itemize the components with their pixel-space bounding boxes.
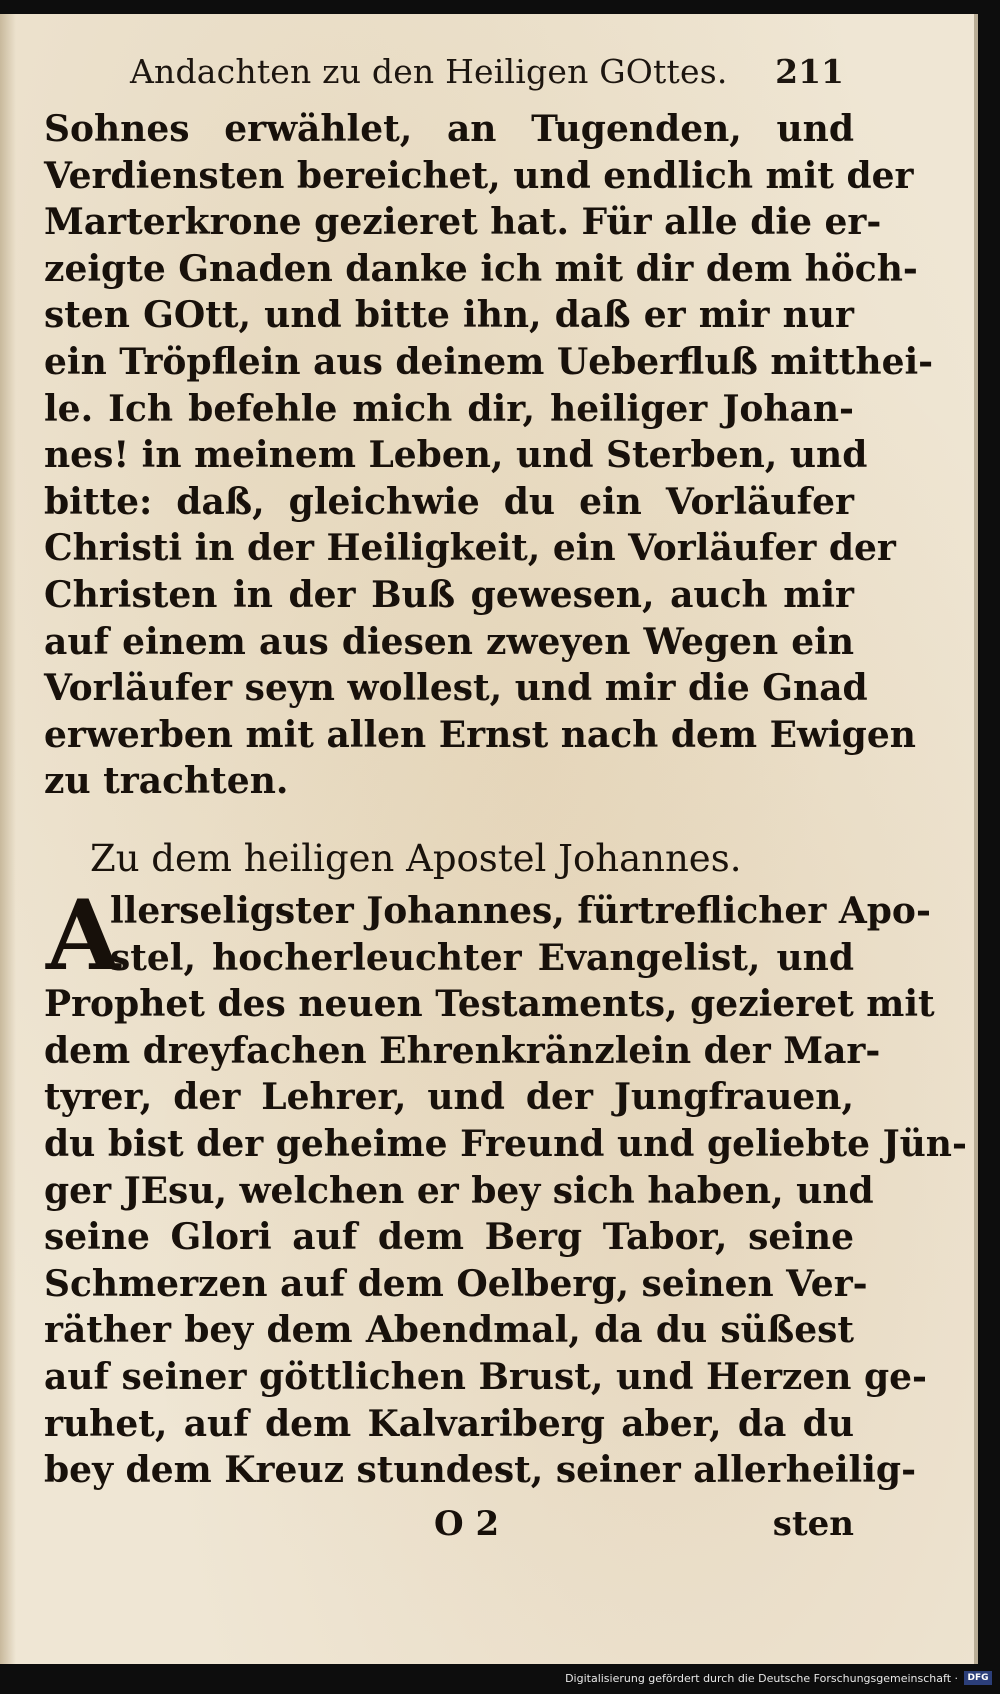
text-line: ger JEsu, welchen er bey sich haben, und xyxy=(44,1169,874,1212)
drop-capital: A xyxy=(46,879,121,992)
running-head: Andachten zu den Heiligen GOttes. xyxy=(130,52,728,91)
text-line: dem dreyfachen Ehrenkränzlein der Mar- xyxy=(44,1029,881,1072)
text-line: auf einem aus diesen zweyen Wegen ein xyxy=(44,620,854,663)
text-line: ein Tröpflein aus deinem Ueberfluß mitthei- xyxy=(44,340,934,383)
text-line: le. Ich befehle mich dir, heiliger Johan- xyxy=(44,387,854,430)
text-line: Prophet des neuen Testaments, gezieret mit xyxy=(44,983,935,1026)
page-foot xyxy=(44,1504,854,1550)
text-line: zeigte Gnaden danke ich mit dir dem höch- xyxy=(44,247,918,290)
text-line: Christi in der Heiligkeit, ein Vorläufer der xyxy=(44,527,896,570)
text-line: du bist der geheime Freund und geliebte Jün- xyxy=(44,1122,967,1165)
page-number: 211 xyxy=(775,52,844,91)
text-line: Christen in der Buß gewesen, auch mir xyxy=(44,573,854,616)
text-line: sten GOtt, und bitte ihn, daß er mir nur xyxy=(44,294,854,337)
section-heading: Zu dem heiligen Apostel Johannes. xyxy=(90,837,742,880)
funding-credit: Digitalisierung gefördert durch die Deutsche Forschungsgemeinschaft · xyxy=(565,1672,958,1685)
paragraph-continued xyxy=(44,106,934,805)
text-line: llerseligster Johannes, fürtreflicher Apo- xyxy=(110,890,931,932)
book-page xyxy=(0,14,978,1664)
text-line: Marterkrone gezieret hat. Für alle die er- xyxy=(44,201,882,244)
prayer-paragraph xyxy=(44,879,967,1494)
text-line: Schmerzen auf dem Oelberg, seinen Ver- xyxy=(44,1262,868,1305)
text-line: bey dem Kreuz stundest, seiner allerheilig- xyxy=(44,1449,917,1492)
dfg-logo: DFG xyxy=(964,1671,992,1685)
page-header xyxy=(130,42,850,94)
text-line: bitte: daß, gleichwie du ein Vorläufer xyxy=(44,480,854,523)
page-gutter-shadow xyxy=(0,14,16,1664)
text-line: stel, hocherleuchter Evangelist, und xyxy=(110,936,854,979)
text-line: ruhet, auf dem Kalvariberg aber, da du xyxy=(44,1402,854,1445)
text-line: Vorläufer seyn wollest, und mir die Gnad xyxy=(44,667,868,710)
text-line: räther bey dem Abendmal, da du süßest xyxy=(44,1309,854,1352)
text-line: auf seiner göttlichen Brust, und Herzen ge- xyxy=(44,1355,927,1398)
text-line: tyrer, der Lehrer, und der Jungfrauen, xyxy=(44,1076,854,1119)
text-line: erwerben mit allen Ernst nach dem Ewigen xyxy=(44,713,916,756)
text-line: Verdiensten bereichet, und endlich mit der xyxy=(44,154,914,197)
text-line: nes! in meinem Leben, und Sterben, und xyxy=(44,434,868,477)
text-line-last: zu trachten. xyxy=(44,760,289,803)
text-line: Sohnes erwählet, an Tugenden, und xyxy=(44,108,854,150)
text-line: seine Glori auf dem Berg Tabor, seine xyxy=(44,1216,854,1259)
catchword: sten xyxy=(772,1504,854,1544)
signature-mark: O 2 xyxy=(434,1504,500,1544)
digitization-footer xyxy=(0,1664,1000,1694)
